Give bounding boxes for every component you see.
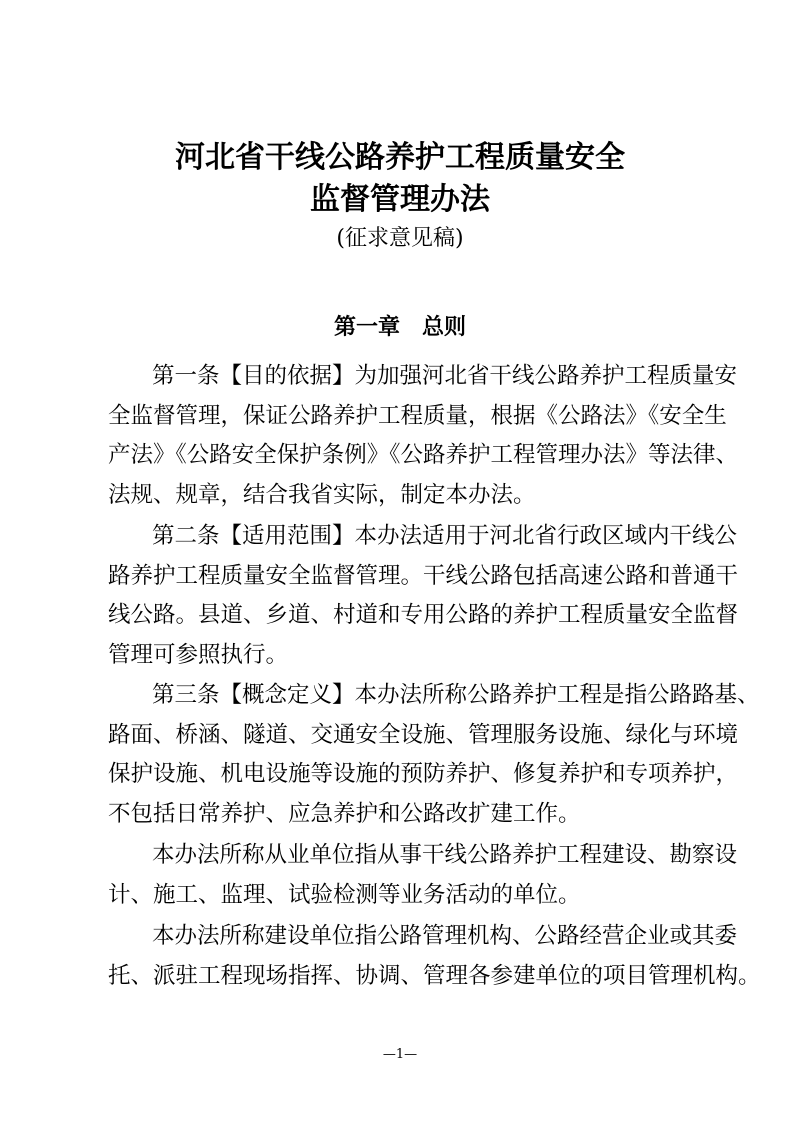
paragraph-line: 不包括日常养护、应急养护和公路改扩建工作。 <box>108 800 581 827</box>
paragraph-line: 管理可参照执行。 <box>108 641 289 668</box>
definition-practitioner-paragraph <box>108 836 738 915</box>
article-2-paragraph <box>108 517 739 675</box>
chapter-number: 第一章 <box>333 315 400 340</box>
paragraph-line: 保护设施、机电设施等设施的预防养护、修复养护和专项养护， <box>108 761 739 787</box>
document-subtitle: (征求意见稿) <box>336 226 464 251</box>
page-number: —1— <box>382 1047 418 1062</box>
paragraph-line: 本办法所称建设单位指公路管理机构、公路经营企业或其委 <box>152 923 738 949</box>
article-1-paragraph <box>108 357 739 515</box>
paragraph-line: 第三条【概念定义】本办法所称公路养护工程是指公路路基、 <box>152 682 760 708</box>
paragraph-line: 线公路。县道、乡道、村道和专用公路的养护工程质量安全监督 <box>108 602 739 628</box>
paragraph-line: 路养护工程质量安全监督管理。干线公路包括高速公路和普通干 <box>108 562 739 589</box>
paragraph-line: 第一条【目的依据】为加强河北省干线公路养护工程质量安 <box>152 363 738 389</box>
document-title-line-2: 监督管理办法 <box>310 182 490 217</box>
chapter-name: 总则 <box>422 315 467 340</box>
paragraph-line: 全监督管理，保证公路养护工程质量，根据《公路法》《安全生 <box>108 402 727 429</box>
definition-construction-unit-paragraph <box>108 917 761 996</box>
paragraph-line: 法规、规章，结合我省实际，制定本办法。 <box>108 481 536 508</box>
article-3-paragraph <box>108 676 760 834</box>
paragraph-line: 托、派驻工程现场指挥、协调、管理各参建单位的项目管理机构。 <box>108 962 761 989</box>
paragraph-line: 计、施工、监理、试验检测等业务活动的单位。 <box>108 881 581 908</box>
paragraph-line: 第二条【适用范围】本办法适用于河北省行政区域内干线公 <box>152 523 738 549</box>
paragraph-line: 本办法所称从业单位指从事干线公路养护工程建设、勘察设 <box>152 842 738 868</box>
document-title-line-1: 河北省干线公路养护工程质量安全 <box>175 140 625 175</box>
chapter-heading <box>0 311 800 345</box>
paragraph-line: 路面、桥涵、隧道、交通安全设施、管理服务设施、绿化与环境 <box>108 721 739 748</box>
paragraph-line: 产法》《公路安全保护条例》《公路养护工程管理办法》等法律、 <box>108 442 739 468</box>
